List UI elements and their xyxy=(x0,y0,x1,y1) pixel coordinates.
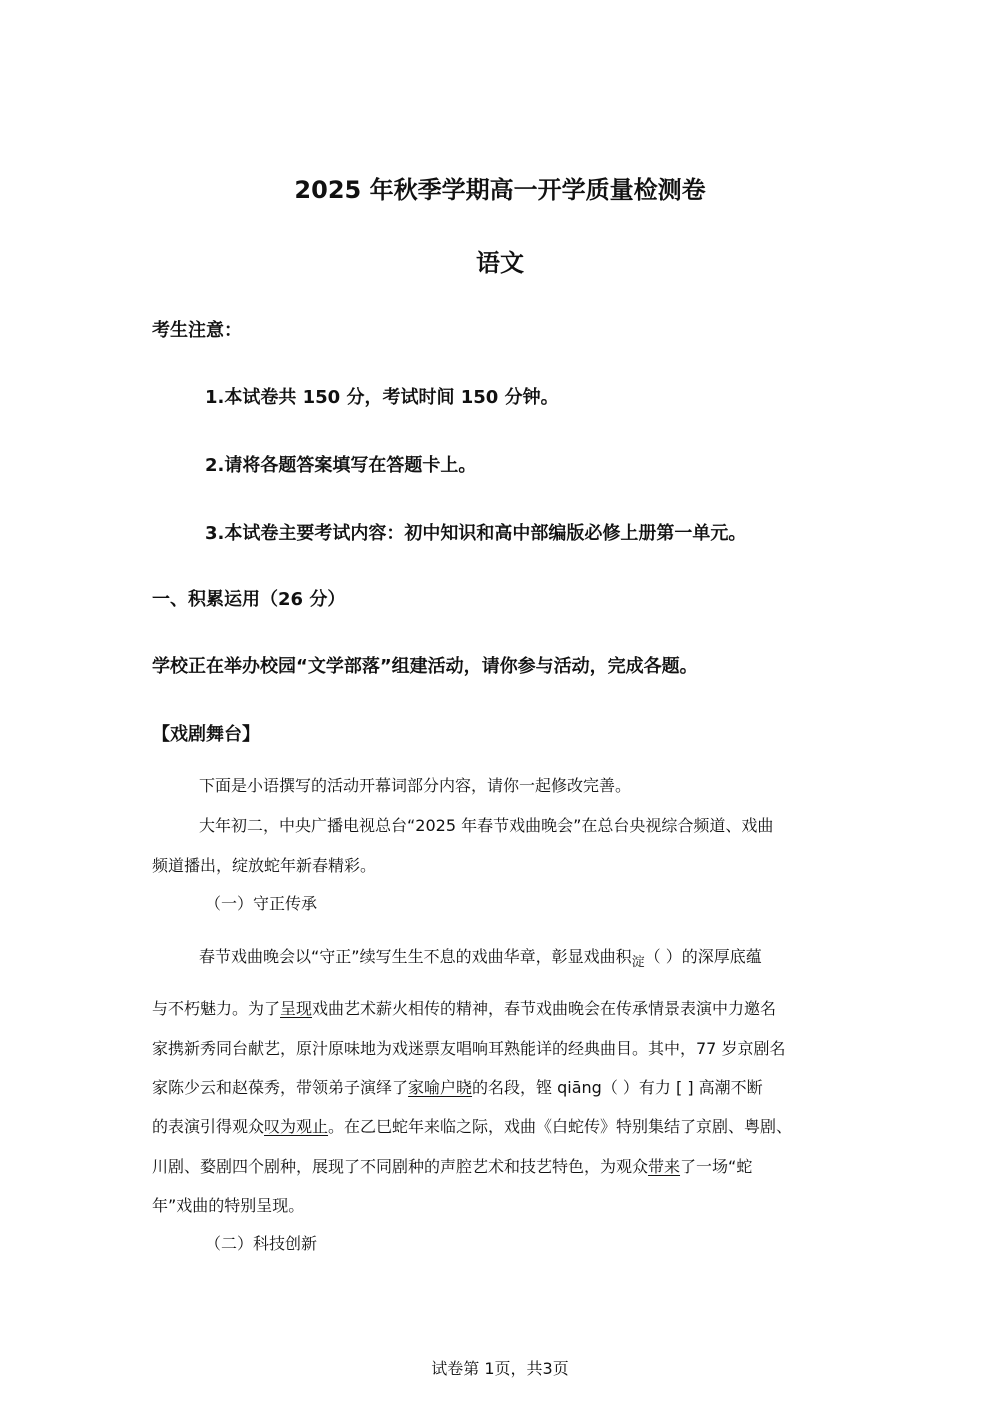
underlined-word: 叹为观止 xyxy=(264,1117,329,1136)
underlined-word: 呈现 xyxy=(280,999,313,1018)
subsection-heading: （二）科技创新 xyxy=(205,1234,318,1253)
subject-title: 语文 xyxy=(476,249,524,277)
paragraph-line xyxy=(152,1114,792,1137)
text-line: 下面是小语撰写的活动开幕词部分内容，请你一起修改完善。 xyxy=(199,776,632,795)
text-segment: 的表演引得观众 xyxy=(152,1117,265,1136)
text-segment: 春节戏曲晚会以“守正”续写生生不息的戏曲华章，彰显戏曲积 xyxy=(199,947,632,966)
paragraph-line: 家携新秀同台献艺，原汁原味地为戏迷票友唱响耳熟能详的经典曲目。其中，77 岁京剧名 xyxy=(152,1039,786,1058)
notice-item-3: 3.本试卷主要考试内容：初中知识和高中部编版必修上册第一单元。 xyxy=(205,523,747,544)
underlined-word: 带来 xyxy=(648,1157,681,1176)
notice-item-1: 1.本试卷共 150 分，考试时间 150 分钟。 xyxy=(205,387,559,408)
section-heading: 一、积累运用（26 分） xyxy=(152,589,346,610)
notice-item-2: 2.请将各题答案填写在答题卡上。 xyxy=(205,455,477,476)
underlined-word: 家喻户晓 xyxy=(408,1078,473,1097)
subsection-heading: （一）守正传承 xyxy=(205,894,318,913)
exam-title: 2025 年秋季学期高一开学质量检测卷 xyxy=(294,176,706,204)
text-segment: 。在乙巳蛇年来临之际，戏曲《白蛇传》特别集结了京剧、粤剧、 xyxy=(328,1117,793,1136)
paragraph-line xyxy=(152,996,776,1019)
paragraph-line: 年”戏曲的特别呈现。 xyxy=(152,1196,305,1215)
text-segment: 与不朽魅力。为了 xyxy=(152,999,281,1018)
text-segment: 戏曲艺术薪火相传的精神，春节戏曲晚会在传承情景表演中力邀名 xyxy=(312,999,777,1018)
notice-heading: 考生注意： xyxy=(152,320,242,341)
text-segment: 家陈少云和赵葆秀，带领弟子演绎了 xyxy=(152,1078,409,1097)
drama-stage-heading: 【戏剧舞台】 xyxy=(152,724,260,745)
paragraph-line xyxy=(152,1154,752,1177)
section-intro: 学校正在举办校园“文学部落”组建活动，请你参与活动，完成各题。 xyxy=(152,656,698,677)
text-segment: （ ）的深厚底蕴 xyxy=(644,947,762,966)
text-segment: 川剧、婺剧四个剧种，展现了不同剧种的声腔艺术和技艺特色，为观众 xyxy=(152,1157,649,1176)
paragraph-line xyxy=(199,944,762,970)
page-footer: 试卷第 1页，共3页 xyxy=(431,1359,569,1378)
small-char: 淀 xyxy=(631,955,645,970)
text-line: 大年初二，中央广播电视总台“2025 年春节戏曲晚会”在总台央视综合频道、戏曲 xyxy=(199,816,774,835)
text-segment: 了一场“蛇 xyxy=(680,1157,753,1176)
text-segment: 的名段，铿 qiāng（ ）有力 [ ] 高潮不断 xyxy=(472,1078,763,1097)
text-line: 频道播出，绽放蛇年新春精彩。 xyxy=(152,856,377,875)
paragraph-line xyxy=(152,1075,763,1098)
